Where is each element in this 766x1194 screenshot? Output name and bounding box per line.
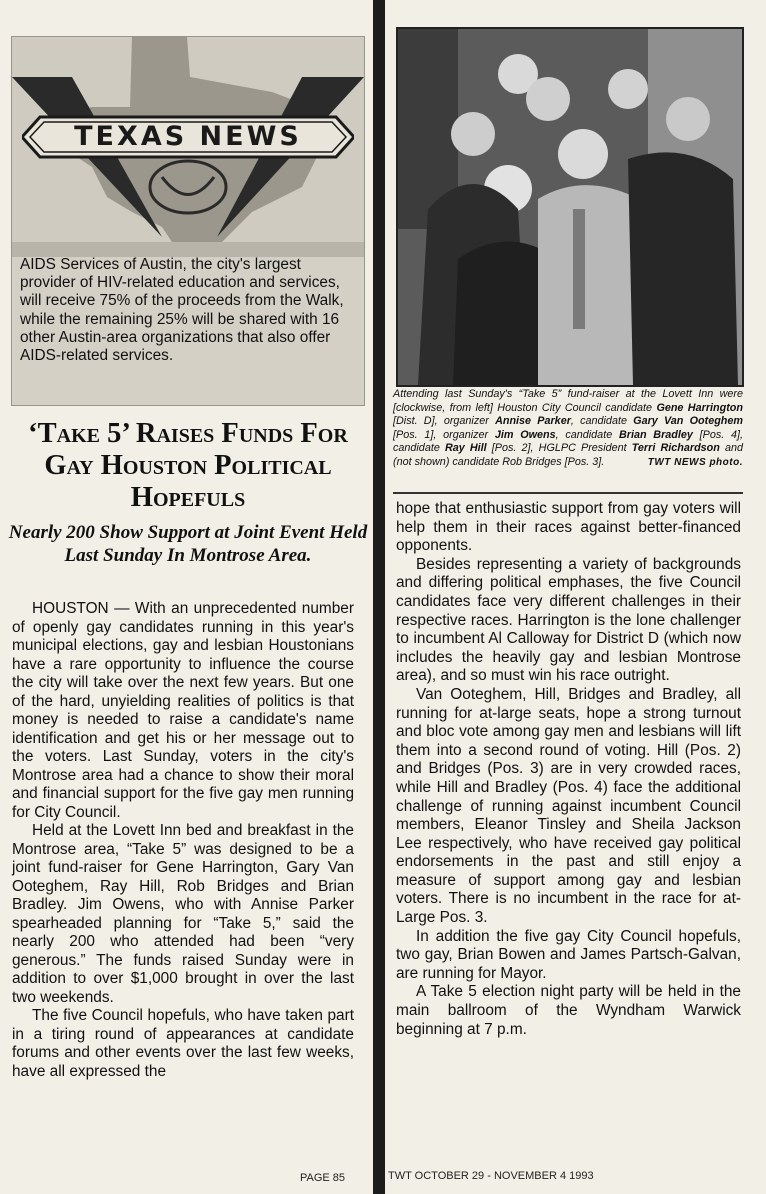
column-divider <box>373 0 385 1194</box>
article-paragraph: Held at the Lovett Inn bed and breakfast in the Montrose area, “Take 5” was designed to be a joint fund-raiser for Gene Harrington, Gary Van Ooteghem, Ray Hill, Rob Bridges and Brian Bradley. Jim Owens, who with Annise Parker spearheaded planning for “Take 5,” said the nearly 200 who attended had been “very generous.” The funds raised Sunday were in addition to over $1,000 brought in over the last two weekends. <box>12 822 354 1006</box>
group-photo <box>396 27 744 387</box>
caption-name: Jim Owens <box>494 428 556 441</box>
caption-name: Brian Bradley <box>618 428 693 441</box>
caption-name: Gary Van Ooteghem <box>633 415 744 428</box>
caption-rule <box>393 492 743 494</box>
article-paragraph: hope that enthusiastic support from gay voters will help them in their races against better-financed opponents. <box>396 500 741 555</box>
intro-paragraph: AIDS Services of Austin, the city's largest provider of HIV-related education and services, will receive 75% of the proceeds from the Walk, while the remaining 25% will be shared with 16 other Austin-area organizations that also offer AIDS-related services. <box>20 256 344 365</box>
photo-illustration <box>398 29 742 385</box>
article-body-right <box>396 500 741 1039</box>
article-subhead: Nearly 200 Show Support at Joint Event Held Last Sunday In Montrose Area. <box>8 522 368 566</box>
caption-name: Ray Hill <box>444 442 487 455</box>
article-paragraph: In addition the five gay City Council hopefuls, two gay, Brian Bowen and James Partsch-Galvan, are running for Mayor. <box>396 927 741 982</box>
photo-credit: TWT NEWS photo. <box>647 456 743 468</box>
article-paragraph: Van Ooteghem, Hill, Bridges and Bradley, all running for at-large seats, hope a strong turnout and bloc vote among gay men and lesbians will lift them into a second round of voting. Hill (Pos. 2) and Bridges (Pos. 3) are in very crowded races, while Hill and Bradley (Pos. 4) face the additional challenge of running against incumbent Council members, Eleanor Tinsley and Sheila Jackson Lee respectively, who have received gay political endorsements in the past and still enjoy a measure of support among gay and lesbian voters. There is no incumbent in the race for at-Large Pos. 3. <box>396 685 741 927</box>
issue-date: TWT OCTOBER 29 - NOVEMBER 4 1993 <box>388 1170 594 1182</box>
section-banner-title: TEXAS NEWS <box>74 121 302 152</box>
article-paragraph: HOUSTON — With an unprecedented number of openly gay candidates running in this year's municipal elections, gay and lesbian Houstonians have a rare opportunity to influence the course the city will take over the next few years. But one of the hard, unyielding realities of politics is that money is needed to raise a candidate's name identification and get his or her message out to the voters. Last Sunday, voters in the city's Montrose area had a chance to show their moral and financial support for the five gay men running for City Council. <box>12 600 354 821</box>
caption-name: Gene Harrington <box>656 401 743 414</box>
page-number: PAGE 85 <box>300 1172 346 1184</box>
caption-name: Terri Richardson <box>631 442 720 455</box>
article-headline: ‘Take 5’ Raises Funds For Gay Houston Political Hopefuls <box>28 418 348 513</box>
article-body-left <box>12 600 354 1081</box>
article-paragraph: The five Council hopefuls, who have taken part in a tiring round of appearances at candidate forums and other events over the last few weeks, have all expressed the <box>12 1007 354 1080</box>
article-paragraph: Besides representing a variety of backgrounds and differing political emphases, the five Council candidates face very different challenges in their respective races. Harrington is the lone challenger to incumbent Al Calloway for District D (which now includes the heavily gay and lesbian Montrose area), and so must win his race outright. <box>396 555 741 685</box>
photo-caption: Attending last Sunday's “Take 5” fund-raiser at the Lovett Inn were [clockwise, from left] Houston City Council candidate Gene Harrington [Dist. D], organizer Annise Parker, candidate Gary Van Ooteghem [Pos. 1], organizer Jim Owens, candidate Brian Bradley [Pos. 4], candidate Ray Hill [Pos. 2], HGLPC President Terri Richardson and (not shown) candidate Rob Bridges [Pos. 3]. TWT NEWS photo. <box>393 388 744 468</box>
caption-name: Annise Parker <box>495 415 571 428</box>
article-paragraph: A Take 5 election night party will be held in the main ballroom of the Wyndham Warwick beginning at 7 p.m. <box>396 983 741 1038</box>
